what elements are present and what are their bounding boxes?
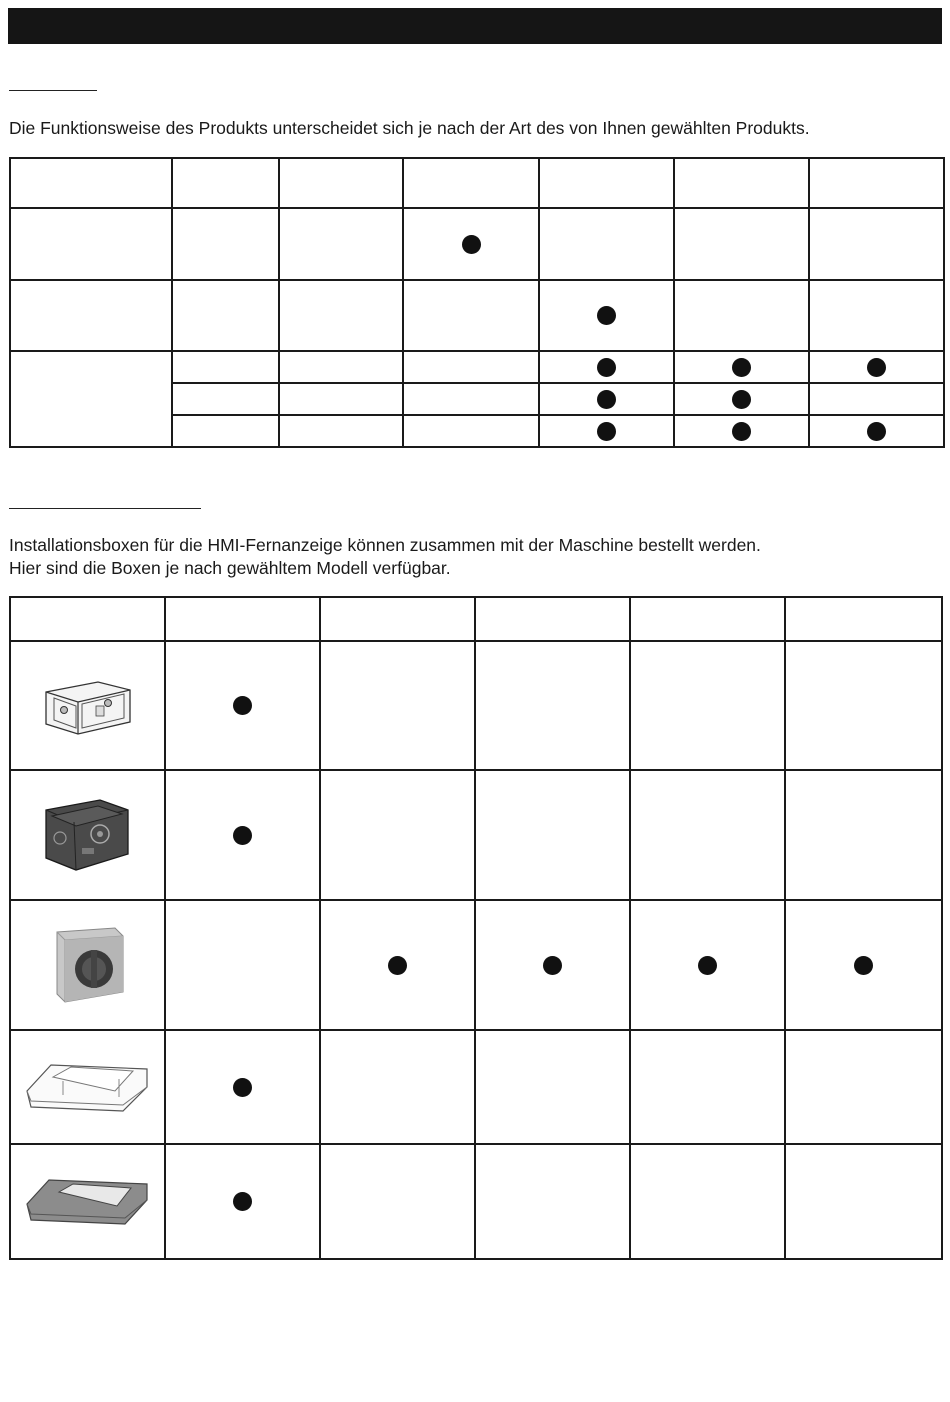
matrix-cell xyxy=(539,351,674,383)
box-row xyxy=(10,641,942,770)
availability-dot xyxy=(597,390,616,409)
boxes-intro-line-1: Installationsboxen für die HMI-Fernanzeige können zusammen mit der Maschine bestellt werden. xyxy=(9,535,761,555)
matrix-cell xyxy=(320,641,475,770)
matrix-cell xyxy=(539,415,674,447)
function-table-header-cell xyxy=(539,158,674,208)
matrix-cell xyxy=(475,1030,630,1144)
function-table-header-cell xyxy=(10,158,172,208)
matrix-cell xyxy=(279,208,403,280)
matrix-cell xyxy=(165,1030,320,1144)
availability-dot xyxy=(233,1192,252,1211)
box-row xyxy=(10,1030,942,1144)
function-row-label-cell xyxy=(10,208,172,280)
surface-mount-box-icon xyxy=(38,670,138,742)
function-row xyxy=(10,351,944,383)
matrix-cell xyxy=(279,415,403,447)
matrix-cell xyxy=(165,641,320,770)
matrix-cell xyxy=(809,383,944,415)
matrix-cell xyxy=(785,1030,942,1144)
box-image-cell xyxy=(10,1030,165,1144)
wall-box-icon xyxy=(43,922,133,1008)
matrix-cell xyxy=(809,208,944,280)
function-table-header-cell xyxy=(172,158,279,208)
matrix-cell xyxy=(172,280,279,351)
matrix-cell xyxy=(630,770,785,900)
function-row-label-cell xyxy=(10,280,172,351)
availability-dot xyxy=(732,358,751,377)
boxes-intro-line-2: Hier sind die Boxen je nach gewähltem Modell verfügbar. xyxy=(9,558,451,578)
availability-dot xyxy=(597,358,616,377)
boxes-table-header-cell xyxy=(320,597,475,641)
section-heading-underline xyxy=(9,90,97,91)
function-table-header-cell xyxy=(279,158,403,208)
matrix-cell xyxy=(785,1144,942,1259)
matrix-cell xyxy=(674,208,809,280)
function-table-header-cell xyxy=(809,158,944,208)
matrix-cell xyxy=(172,415,279,447)
matrix-cell xyxy=(674,415,809,447)
box-image-cell xyxy=(10,770,165,900)
matrix-cell xyxy=(630,1144,785,1259)
availability-dot xyxy=(233,696,252,715)
boxes-table-header-cell xyxy=(10,597,165,641)
availability-dot xyxy=(543,956,562,975)
matrix-cell xyxy=(165,770,320,900)
matrix-cell xyxy=(539,208,674,280)
box-row xyxy=(10,1144,942,1259)
matrix-cell xyxy=(539,280,674,351)
matrix-cell xyxy=(279,351,403,383)
function-row xyxy=(10,280,944,351)
matrix-cell xyxy=(674,280,809,351)
availability-dot xyxy=(388,956,407,975)
availability-dot xyxy=(698,956,717,975)
box-row xyxy=(10,900,942,1030)
availability-dot xyxy=(732,422,751,441)
box-row xyxy=(10,770,942,900)
matrix-cell xyxy=(809,415,944,447)
matrix-cell xyxy=(279,383,403,415)
grey-frame-icon xyxy=(23,1174,153,1230)
matrix-cell xyxy=(539,383,674,415)
matrix-cell xyxy=(475,1144,630,1259)
matrix-cell xyxy=(475,641,630,770)
availability-dot xyxy=(597,422,616,441)
availability-dot xyxy=(233,1078,252,1097)
matrix-cell xyxy=(630,900,785,1030)
matrix-cell xyxy=(165,900,320,1030)
page-header-bar xyxy=(8,8,942,44)
availability-dot xyxy=(233,826,252,845)
boxes-table-header-cell xyxy=(165,597,320,641)
boxes-table-header-cell xyxy=(475,597,630,641)
flush-mount-box-icon xyxy=(38,794,138,876)
section-heading-underline xyxy=(9,508,201,509)
matrix-cell xyxy=(674,383,809,415)
box-image-cell xyxy=(10,641,165,770)
boxes-table-header-cell xyxy=(785,597,942,641)
boxes-table-header-row xyxy=(10,597,942,641)
box-image-cell xyxy=(10,1144,165,1259)
matrix-cell xyxy=(403,383,539,415)
availability-dot xyxy=(867,358,886,377)
availability-dot xyxy=(732,390,751,409)
matrix-cell xyxy=(165,1144,320,1259)
matrix-cell xyxy=(403,208,539,280)
white-frame-icon xyxy=(23,1057,153,1117)
matrix-cell xyxy=(403,415,539,447)
matrix-cell xyxy=(403,351,539,383)
box-image-cell xyxy=(10,900,165,1030)
function-row-label-cell xyxy=(10,351,172,447)
matrix-cell xyxy=(785,641,942,770)
matrix-cell xyxy=(320,770,475,900)
matrix-cell xyxy=(279,280,403,351)
matrix-cell xyxy=(320,1030,475,1144)
function-table-header-row xyxy=(10,158,944,208)
function-table-header-cell xyxy=(674,158,809,208)
matrix-cell xyxy=(475,770,630,900)
matrix-cell xyxy=(172,351,279,383)
availability-dot xyxy=(462,235,481,254)
matrix-cell xyxy=(403,280,539,351)
function-table-header-cell xyxy=(403,158,539,208)
availability-dot xyxy=(597,306,616,325)
matrix-cell xyxy=(809,351,944,383)
matrix-cell xyxy=(172,383,279,415)
intro-text: Die Funktionsweise des Produkts unterscheidet sich je nach der Art des von Ihnen gewählten Produkts. xyxy=(9,118,810,138)
boxes-table-header-cell xyxy=(630,597,785,641)
matrix-cell xyxy=(630,641,785,770)
availability-dot xyxy=(867,422,886,441)
matrix-cell xyxy=(320,1144,475,1259)
matrix-cell xyxy=(320,900,475,1030)
matrix-cell xyxy=(785,900,942,1030)
matrix-cell xyxy=(630,1030,785,1144)
function-table xyxy=(9,157,945,448)
matrix-cell xyxy=(475,900,630,1030)
matrix-cell xyxy=(172,208,279,280)
matrix-cell xyxy=(674,351,809,383)
installation-boxes-table xyxy=(9,596,943,1260)
matrix-cell xyxy=(809,280,944,351)
function-row xyxy=(10,208,944,280)
availability-dot xyxy=(854,956,873,975)
matrix-cell xyxy=(785,770,942,900)
